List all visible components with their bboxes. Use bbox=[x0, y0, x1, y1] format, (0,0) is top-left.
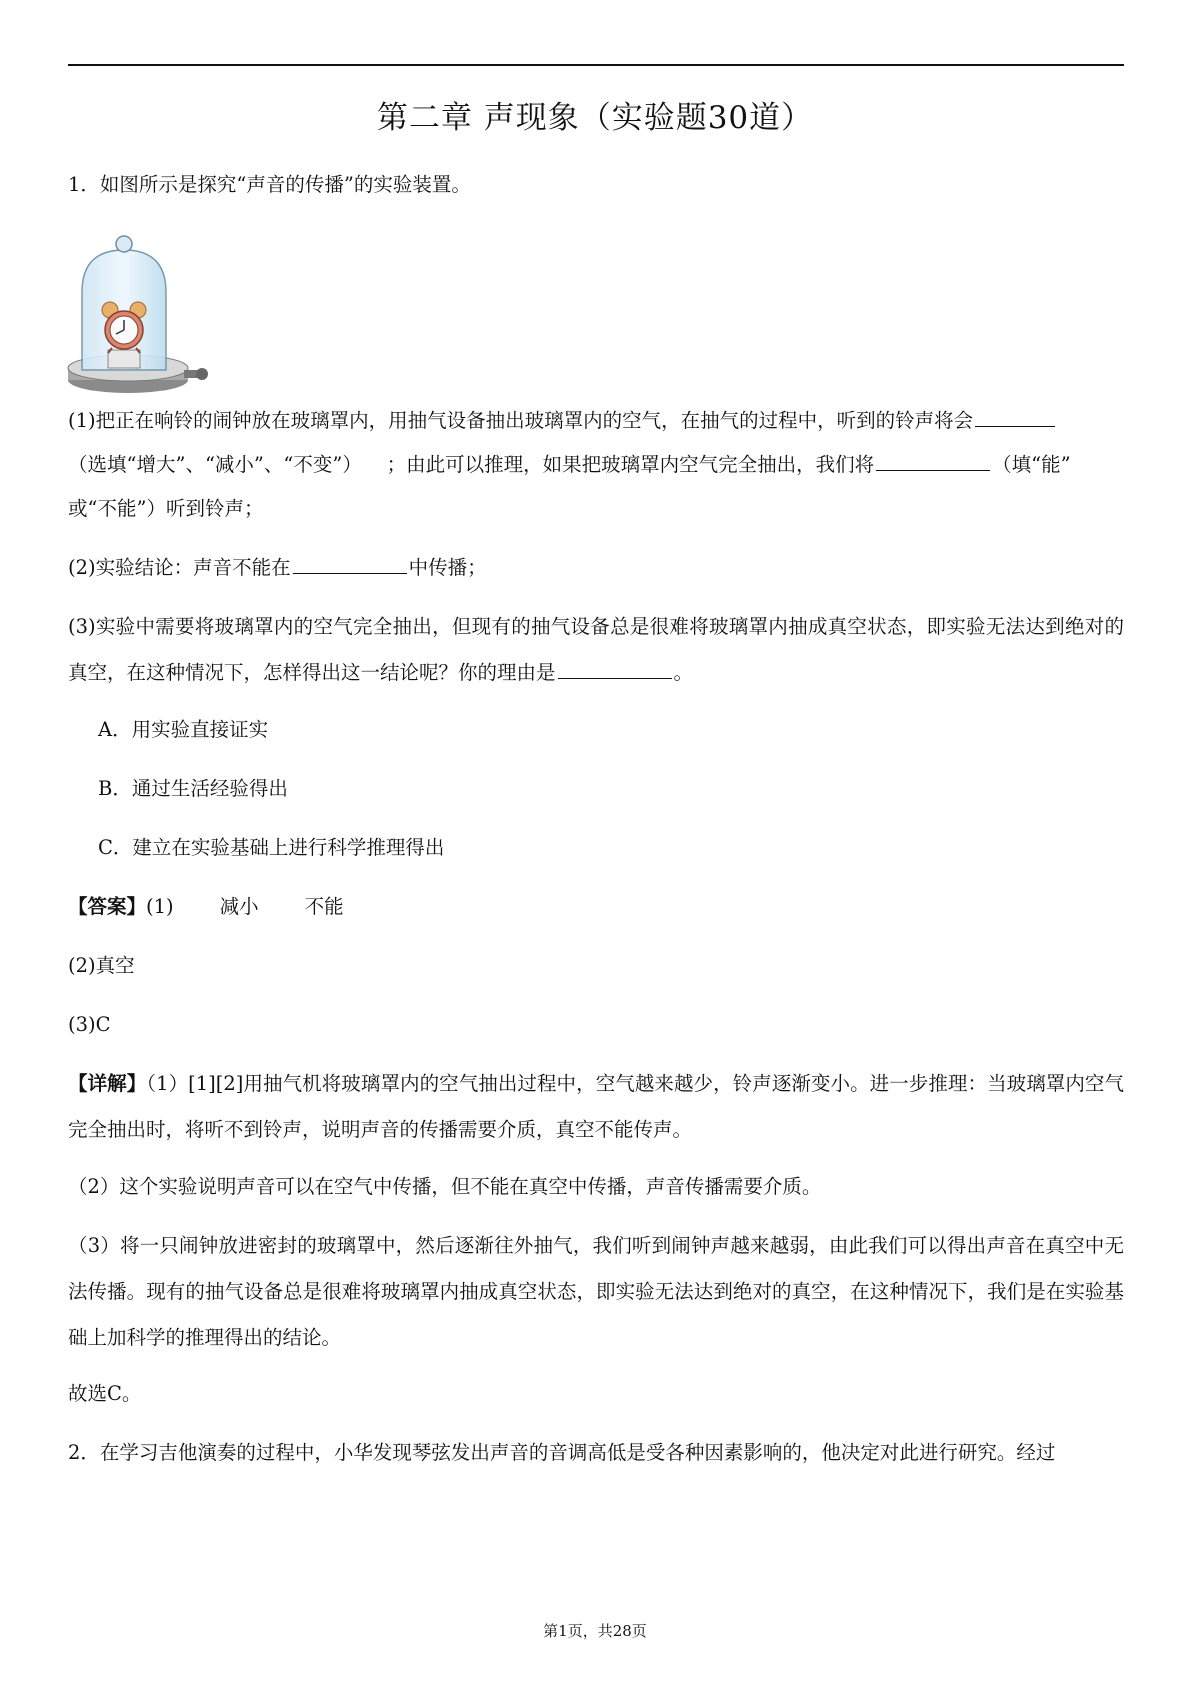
header-rule bbox=[68, 64, 1124, 66]
answer-blank-3[interactable] bbox=[293, 553, 407, 574]
answer-3: (3)C bbox=[68, 1013, 111, 1036]
detail-2: （2）这个实验说明声音可以在空气中传播，但不能在真空中传播，声音传播需要介质。 bbox=[68, 1175, 822, 1198]
option-c: C．建立在实验基础上进行科学推理得出 bbox=[98, 836, 445, 859]
question-1-stem: 1．如图所示是探究“声音的传播”的实验装置。 bbox=[68, 173, 471, 196]
question-1-part-2-text-b: 中传播； bbox=[408, 556, 487, 579]
detail-1 bbox=[68, 1061, 1124, 1153]
answer-1-b: 不能 bbox=[304, 895, 344, 918]
answer-1-a: 减小 bbox=[219, 895, 259, 918]
question-1-part-2 bbox=[68, 545, 1124, 591]
question-1-part-1-line-2 bbox=[68, 442, 1124, 488]
answer-line-1 bbox=[68, 884, 1124, 930]
detail-1-text: （1）[1][2]用抽气机将玻璃罩内的空气抽出过程中，空气越来越少，铃声逐渐变小。进一步推理：当玻璃罩内空气完全抽出时，将听不到铃声，说明声音的传播需要介质，真空不能传声。 bbox=[68, 1072, 1124, 1141]
answer-label: 【答案】 bbox=[68, 895, 147, 918]
option-a: A．用实验直接证实 bbox=[98, 718, 269, 741]
page-title: 第二章 声现象（实验题30道） bbox=[376, 100, 814, 136]
question-1-part-3 bbox=[68, 604, 1124, 696]
bell-jar-alarm-clock-icon bbox=[66, 232, 210, 400]
answer-2: (2)真空 bbox=[68, 954, 135, 977]
question-1-part-1-text-a: (1)把正在响铃的闹钟放在玻璃罩内，用抽气设备抽出玻璃罩内的空气，在抽气的过程中，听到的铃声将会 bbox=[68, 409, 974, 432]
answer-1-number: (1) bbox=[146, 895, 174, 918]
detail-3: （3）将一只闹钟放进密封的玻璃罩中，然后逐渐往外抽气，我们听到闹钟声越来越弱，由此我们可以得出声音在真空中无法传播。现有的抽气设备总是很难将玻璃罩内抽成真空状态，即实验无法达到绝对的真空，在这种情况下，我们是在实验基础上加科学的推理得出的结论。 bbox=[68, 1234, 1124, 1349]
question-1-part-1-line-1 bbox=[68, 398, 1124, 444]
question-1-part-1-text-d: （填“能” bbox=[992, 453, 1071, 476]
question-1-part-2-text-a: (2)实验结论：声音不能在 bbox=[68, 556, 291, 579]
answer-blank-1[interactable] bbox=[975, 406, 1055, 427]
question-1-part-3-end: 。 bbox=[673, 661, 694, 684]
detail-label: 【详解】 bbox=[68, 1072, 147, 1095]
question-1-part-1-text-e: 或“不能”）听到铃声； bbox=[68, 497, 264, 520]
conclusion: 故选C。 bbox=[68, 1382, 142, 1405]
option-b: B．通过生活经验得出 bbox=[98, 777, 288, 800]
question-1-part-3-text: (3)实验中需要将玻璃罩内的空气完全抽出，但现有的抽气设备总是很难将玻璃罩内抽成真空状态，即实验无法达到绝对的真空，在这种情况下，怎样得出这一结论呢？你的理由是 bbox=[68, 615, 1124, 684]
question-1-part-1-text-c: ；由此可以推理，如果把玻璃罩内空气完全抽出，我们将 bbox=[386, 453, 875, 476]
question-2-stem: 2．在学习吉他演奏的过程中，小华发现琴弦发出声音的音调高低是受各种因素影响的，他决定对此进行研究。经过 bbox=[68, 1441, 1056, 1464]
answer-blank-2[interactable] bbox=[876, 450, 990, 471]
page-number: 第1页，共28页 bbox=[543, 1622, 647, 1640]
question-1-part-1-text-b: （选填“增大”、“减小”、“不变”） bbox=[68, 453, 362, 476]
answer-blank-4[interactable] bbox=[558, 658, 672, 679]
